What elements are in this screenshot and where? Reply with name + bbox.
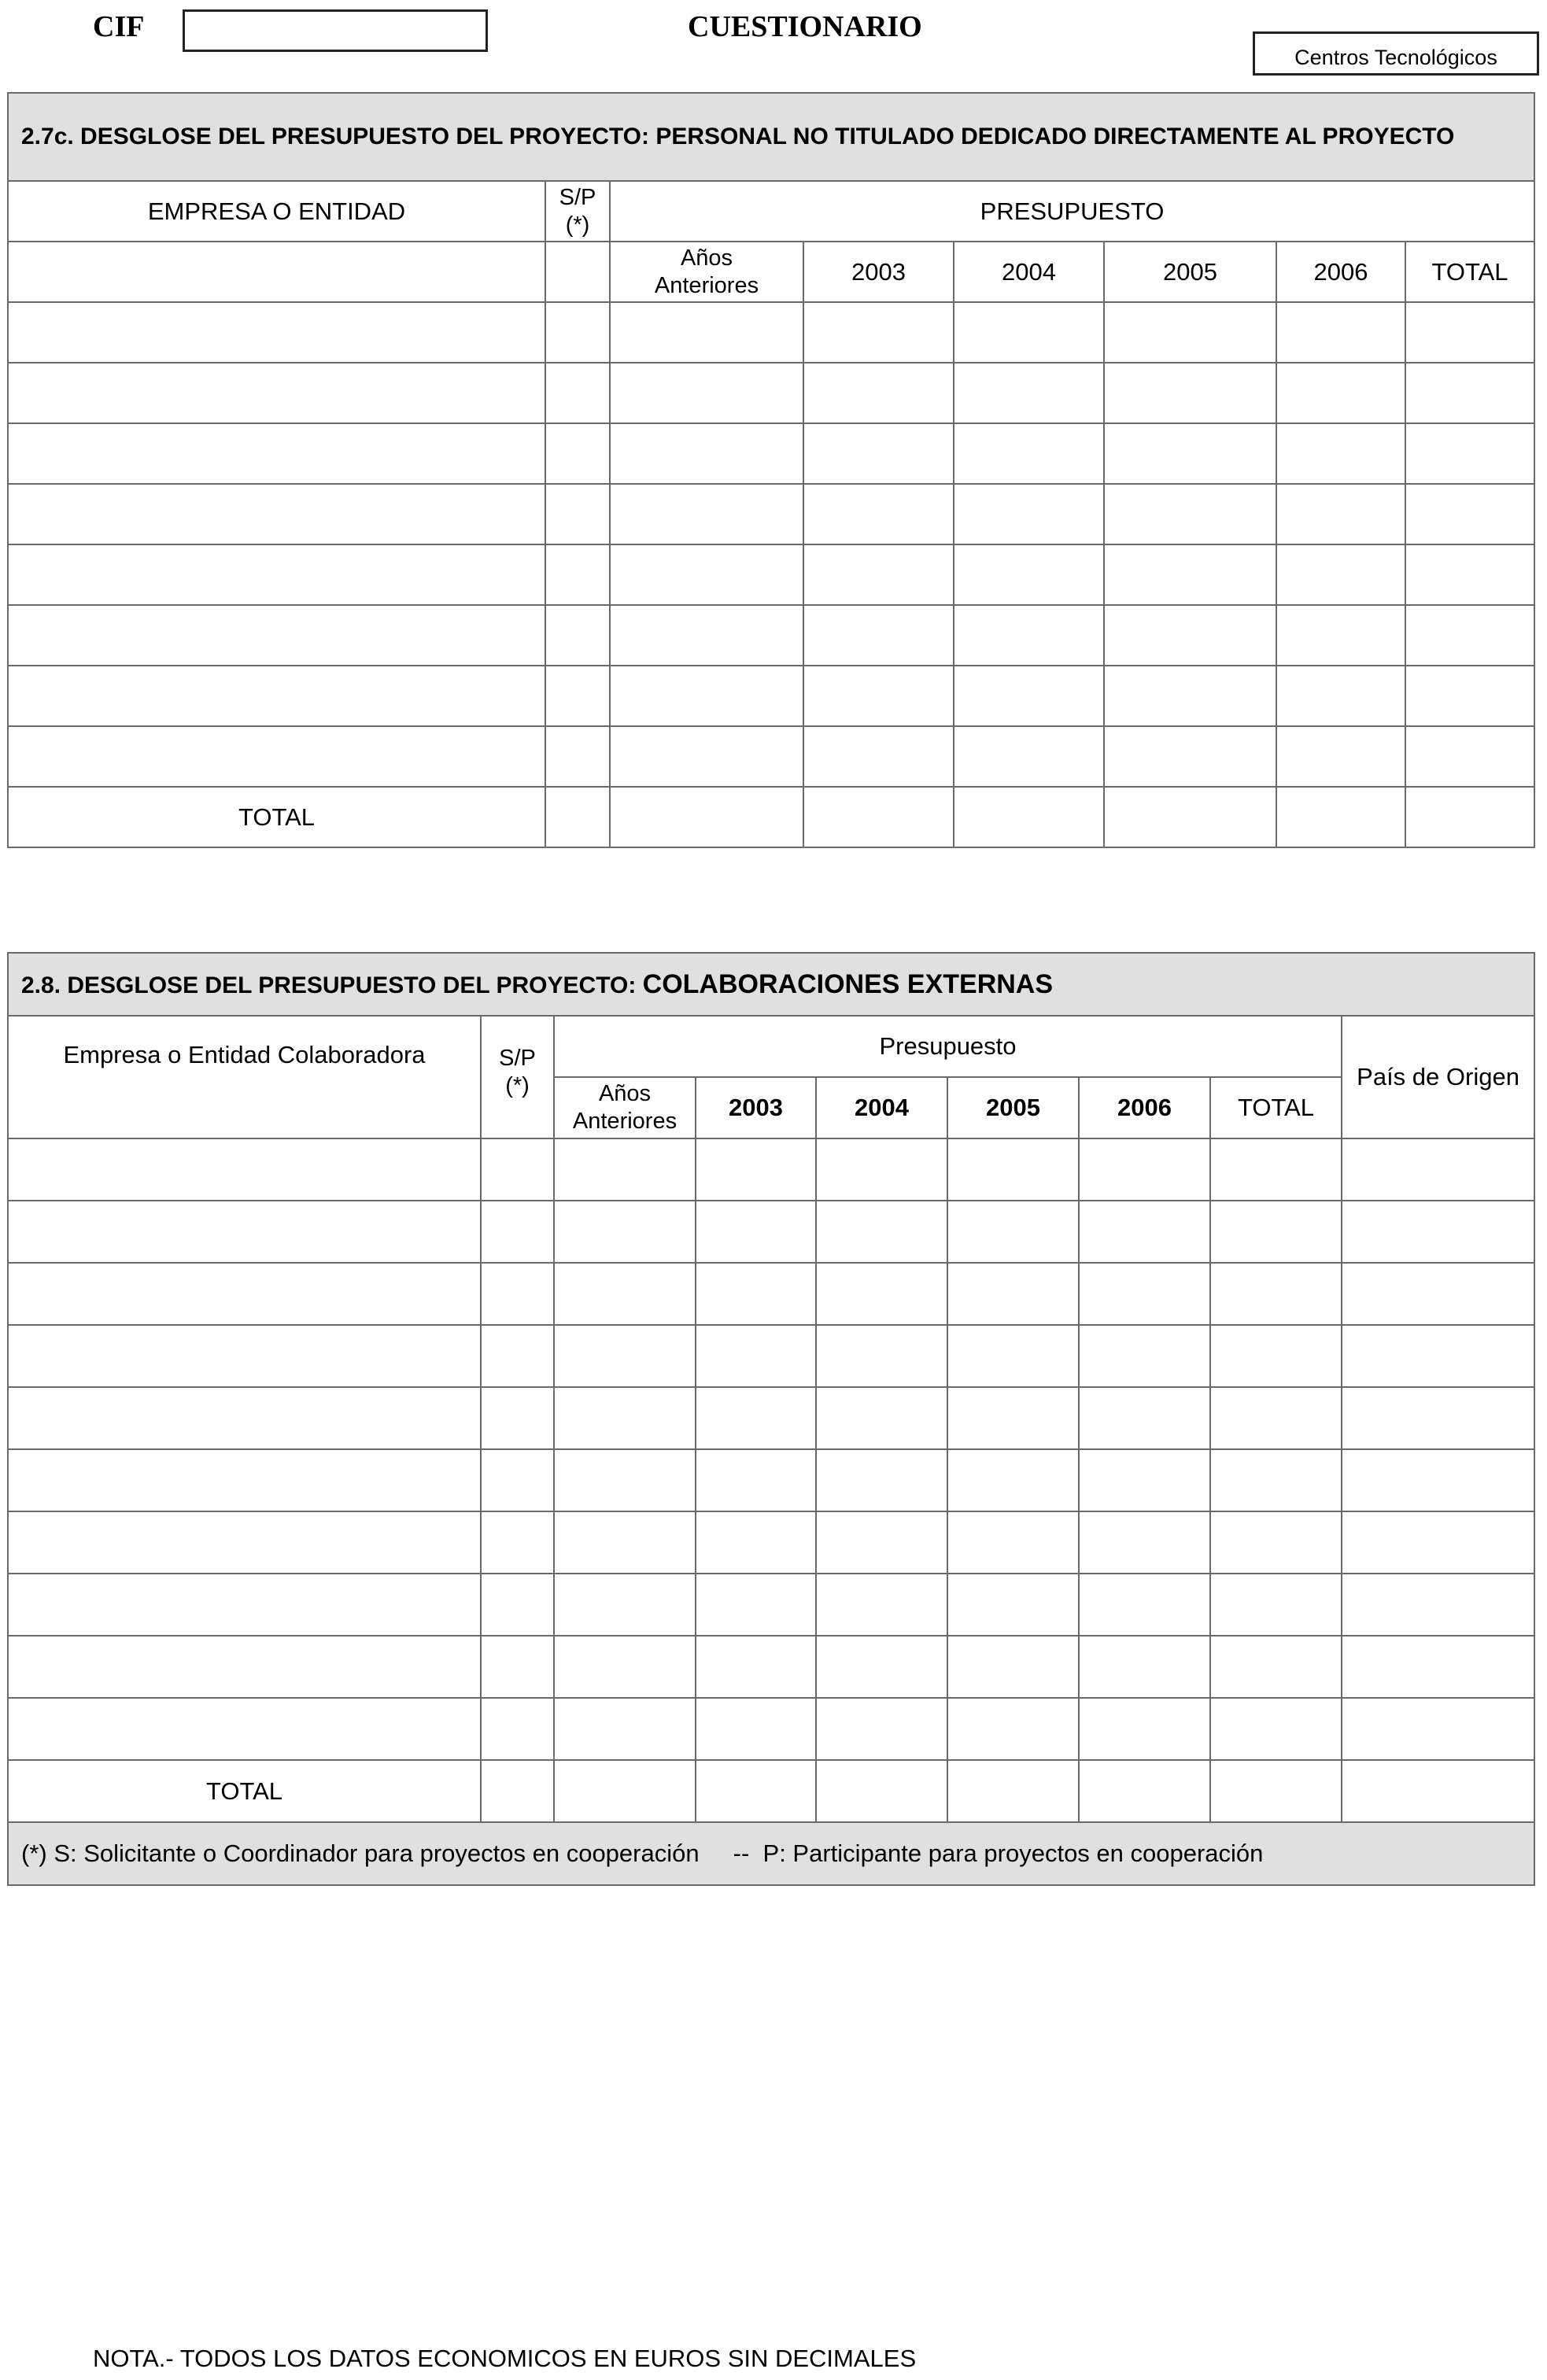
table-cell[interactable] bbox=[1342, 1636, 1534, 1698]
table-row bbox=[8, 1263, 1534, 1325]
table-cell[interactable] bbox=[1342, 1263, 1534, 1325]
table-cell[interactable] bbox=[816, 1574, 947, 1636]
section-title-emphasis: COLABORACIONES EXTERNAS bbox=[642, 969, 1054, 999]
table-cell[interactable] bbox=[554, 1760, 696, 1822]
col-header-year: 2003 bbox=[696, 1077, 816, 1138]
table-cell[interactable] bbox=[1210, 1574, 1342, 1636]
table-cell[interactable] bbox=[1210, 1325, 1342, 1387]
table-cell[interactable] bbox=[816, 1387, 947, 1449]
table-cell[interactable] bbox=[816, 1636, 947, 1698]
table-row bbox=[8, 1511, 1534, 1574]
table-cell[interactable] bbox=[554, 1201, 696, 1263]
table-cell[interactable] bbox=[481, 1201, 554, 1263]
cif-label: CIF bbox=[93, 10, 145, 43]
table-cell[interactable] bbox=[1210, 1387, 1342, 1449]
table-cell[interactable] bbox=[1342, 1449, 1534, 1511]
col-header-sp: S/P (*) bbox=[481, 1016, 554, 1138]
table-cell[interactable] bbox=[1276, 484, 1405, 544]
col-header-empresa: Empresa o Entidad Colaboradora bbox=[8, 1016, 481, 1138]
table-cell[interactable] bbox=[554, 1698, 696, 1760]
table-cell[interactable] bbox=[1079, 1325, 1210, 1387]
table-cell[interactable] bbox=[947, 1138, 1079, 1201]
table-cell[interactable] bbox=[545, 787, 610, 847]
table-cell[interactable] bbox=[803, 302, 954, 363]
table-cell[interactable] bbox=[803, 423, 954, 484]
table-cell[interactable] bbox=[545, 484, 610, 544]
page-title: CUESTIONARIO bbox=[688, 10, 922, 43]
table-row bbox=[8, 726, 1534, 787]
table-row bbox=[8, 605, 1534, 666]
col-header-anios: Años Anteriores bbox=[610, 242, 803, 302]
table-cell[interactable] bbox=[696, 1698, 816, 1760]
table-cell[interactable] bbox=[954, 423, 1104, 484]
table-cell[interactable] bbox=[947, 1636, 1079, 1698]
table-cell[interactable] bbox=[8, 423, 545, 484]
table-cell[interactable] bbox=[8, 726, 545, 787]
col-header-empresa: EMPRESA O ENTIDAD bbox=[8, 181, 545, 242]
table-cell[interactable] bbox=[1104, 666, 1276, 726]
table-cell[interactable] bbox=[696, 1387, 816, 1449]
table-cell[interactable] bbox=[947, 1760, 1079, 1822]
table-cell[interactable] bbox=[1342, 1387, 1534, 1449]
table-cell[interactable] bbox=[1104, 484, 1276, 544]
table-cell[interactable] bbox=[1104, 544, 1276, 605]
table-cell[interactable] bbox=[8, 605, 545, 666]
col-header-sp: S/P (*) bbox=[545, 181, 610, 242]
table-cell[interactable] bbox=[954, 726, 1104, 787]
blank-header-cell bbox=[545, 242, 610, 302]
table-row bbox=[8, 1636, 1534, 1698]
table-cell[interactable] bbox=[8, 1325, 481, 1387]
table-cell[interactable] bbox=[8, 302, 545, 363]
table-cell[interactable] bbox=[816, 1760, 947, 1822]
table-cell[interactable] bbox=[8, 544, 545, 605]
table-cell[interactable] bbox=[1405, 484, 1534, 544]
table-row bbox=[8, 423, 1534, 484]
table-cell[interactable] bbox=[554, 1574, 696, 1636]
table-cell[interactable] bbox=[8, 1636, 481, 1698]
table-cell[interactable] bbox=[947, 1449, 1079, 1511]
table-cell[interactable] bbox=[481, 1138, 554, 1201]
table-cell[interactable] bbox=[1342, 1574, 1534, 1636]
category-label: Centros Tecnológicos bbox=[1294, 46, 1497, 69]
col-header-total: TOTAL bbox=[1210, 1077, 1342, 1138]
table-cell[interactable] bbox=[1079, 1263, 1210, 1325]
table-cell[interactable] bbox=[803, 605, 954, 666]
total-row-label: TOTAL bbox=[8, 787, 545, 847]
table-cell[interactable] bbox=[545, 726, 610, 787]
table-cell[interactable] bbox=[1104, 787, 1276, 847]
table-cell[interactable] bbox=[8, 1449, 481, 1511]
table-cell[interactable] bbox=[554, 1449, 696, 1511]
table-cell[interactable] bbox=[816, 1263, 947, 1325]
rows-colaboraciones bbox=[8, 1138, 1534, 1760]
table-cell[interactable] bbox=[1405, 423, 1534, 484]
table-cell[interactable] bbox=[803, 484, 954, 544]
table-cell[interactable] bbox=[947, 1263, 1079, 1325]
table-cell[interactable] bbox=[1079, 1449, 1210, 1511]
table-colaboraciones-externas bbox=[7, 952, 1535, 1886]
table-cell[interactable] bbox=[610, 363, 803, 423]
blank-header-cell bbox=[8, 242, 545, 302]
col-header-anios: Años Anteriores bbox=[554, 1077, 696, 1138]
table-cell[interactable] bbox=[610, 666, 803, 726]
table-cell[interactable] bbox=[481, 1574, 554, 1636]
table-cell[interactable] bbox=[1276, 544, 1405, 605]
col-header-year: 2005 bbox=[1104, 242, 1276, 302]
table-cell[interactable] bbox=[1079, 1201, 1210, 1263]
table-cell[interactable] bbox=[696, 1636, 816, 1698]
table-cell[interactable] bbox=[954, 484, 1104, 544]
table-cell[interactable] bbox=[954, 544, 1104, 605]
table-cell[interactable] bbox=[816, 1325, 947, 1387]
table-cell[interactable] bbox=[1079, 1574, 1210, 1636]
table-cell[interactable] bbox=[696, 1449, 816, 1511]
section-title bbox=[8, 953, 1534, 1016]
col-header-year: 2004 bbox=[816, 1077, 947, 1138]
table-cell[interactable] bbox=[1210, 1201, 1342, 1263]
table-cell[interactable] bbox=[1342, 1511, 1534, 1574]
table-row bbox=[8, 302, 1534, 363]
table-row bbox=[8, 544, 1534, 605]
table-cell[interactable] bbox=[816, 1201, 947, 1263]
table-cell[interactable] bbox=[696, 1263, 816, 1325]
table-cell[interactable] bbox=[803, 544, 954, 605]
table-cell[interactable] bbox=[696, 1574, 816, 1636]
table-cell[interactable] bbox=[554, 1138, 696, 1201]
rows-personal bbox=[8, 302, 1534, 787]
table-cell[interactable] bbox=[8, 1574, 481, 1636]
table-cell[interactable] bbox=[696, 1511, 816, 1574]
section-title-prefix: 2.8. DESGLOSE DEL PRESUPUESTO DEL PROYECTO: bbox=[21, 972, 637, 998]
table-cell[interactable] bbox=[1405, 544, 1534, 605]
table-cell[interactable] bbox=[696, 1138, 816, 1201]
cif-input-box[interactable] bbox=[183, 9, 488, 52]
footnote: (*) S: Solicitante o Coordinador para proyectos en cooperación -- P: Participante para proyectos en cooperación bbox=[8, 1822, 1534, 1885]
table-cell[interactable] bbox=[1210, 1636, 1342, 1698]
table-cell[interactable] bbox=[1210, 1760, 1342, 1822]
table-cell[interactable] bbox=[8, 484, 545, 544]
table-row bbox=[8, 1387, 1534, 1449]
table-cell[interactable] bbox=[481, 1760, 554, 1822]
table-cell[interactable] bbox=[8, 1511, 481, 1574]
table-cell[interactable] bbox=[1079, 1138, 1210, 1201]
table-cell[interactable] bbox=[545, 544, 610, 605]
table-cell[interactable] bbox=[1104, 726, 1276, 787]
table-cell[interactable] bbox=[1276, 666, 1405, 726]
table-cell[interactable] bbox=[8, 1138, 481, 1201]
table-cell[interactable] bbox=[816, 1449, 947, 1511]
table-cell[interactable] bbox=[696, 1760, 816, 1822]
table-cell[interactable] bbox=[1079, 1760, 1210, 1822]
table-cell[interactable] bbox=[8, 1387, 481, 1449]
table-cell[interactable] bbox=[1210, 1698, 1342, 1760]
table-cell[interactable] bbox=[481, 1263, 554, 1325]
table-cell[interactable] bbox=[545, 363, 610, 423]
table-cell[interactable] bbox=[481, 1511, 554, 1574]
table-row bbox=[8, 1574, 1534, 1636]
table-cell[interactable] bbox=[954, 666, 1104, 726]
table-row bbox=[8, 1449, 1534, 1511]
table-cell[interactable] bbox=[954, 363, 1104, 423]
table-cell[interactable] bbox=[554, 1263, 696, 1325]
table-cell[interactable] bbox=[816, 1698, 947, 1760]
table-cell[interactable] bbox=[1210, 1449, 1342, 1511]
table-row bbox=[8, 1201, 1534, 1263]
table-cell[interactable] bbox=[947, 1325, 1079, 1387]
table-cell[interactable] bbox=[803, 787, 954, 847]
col-header-year: 2006 bbox=[1276, 242, 1405, 302]
table-cell[interactable] bbox=[1079, 1698, 1210, 1760]
col-header-year: 2006 bbox=[1079, 1077, 1210, 1138]
table-cell[interactable] bbox=[1405, 363, 1534, 423]
table-cell[interactable] bbox=[545, 666, 610, 726]
table-cell[interactable] bbox=[610, 726, 803, 787]
table-cell[interactable] bbox=[1405, 726, 1534, 787]
table-cell[interactable] bbox=[481, 1636, 554, 1698]
table-cell[interactable] bbox=[8, 1263, 481, 1325]
table-cell[interactable] bbox=[947, 1574, 1079, 1636]
table-cell[interactable] bbox=[554, 1387, 696, 1449]
table-row bbox=[8, 666, 1534, 726]
table-cell[interactable] bbox=[554, 1325, 696, 1387]
table-cell[interactable] bbox=[803, 726, 954, 787]
col-header-year: 2004 bbox=[954, 242, 1104, 302]
table-cell[interactable] bbox=[8, 1201, 481, 1263]
table-cell[interactable] bbox=[1079, 1636, 1210, 1698]
section-title: 2.7c. DESGLOSE DEL PRESUPUESTO DEL PROYECTO: PERSONAL NO TITULADO DEDICADO DIRECTAMENTE AL PROYECTO bbox=[8, 93, 1534, 181]
table-cell[interactable] bbox=[803, 363, 954, 423]
table-row bbox=[8, 1325, 1534, 1387]
table-cell[interactable] bbox=[481, 1325, 554, 1387]
table-cell[interactable] bbox=[816, 1511, 947, 1574]
col-header-year: 2005 bbox=[947, 1077, 1079, 1138]
table-personal-no-titulado bbox=[7, 92, 1535, 848]
nota-text: NOTA.- TODOS LOS DATOS ECONOMICOS EN EUROS SIN DECIMALES bbox=[93, 2345, 917, 2372]
col-header-pais: País de Origen bbox=[1342, 1016, 1534, 1138]
table-cell[interactable] bbox=[1276, 423, 1405, 484]
table-cell[interactable] bbox=[481, 1449, 554, 1511]
table-cell[interactable] bbox=[1405, 666, 1534, 726]
table-cell[interactable] bbox=[954, 302, 1104, 363]
col-header-presupuesto: Presupuesto bbox=[554, 1016, 1342, 1077]
table-cell[interactable] bbox=[1104, 363, 1276, 423]
category-box bbox=[1253, 31, 1539, 76]
table-cell[interactable] bbox=[610, 302, 803, 363]
col-header-presupuesto: PRESUPUESTO bbox=[610, 181, 1534, 242]
table-row bbox=[8, 1138, 1534, 1201]
table-cell[interactable] bbox=[610, 787, 803, 847]
table-cell[interactable] bbox=[1405, 787, 1534, 847]
table-cell[interactable] bbox=[1276, 302, 1405, 363]
table-cell[interactable] bbox=[696, 1325, 816, 1387]
table-cell[interactable] bbox=[1276, 726, 1405, 787]
table-row bbox=[8, 1698, 1534, 1760]
table-cell[interactable] bbox=[1276, 363, 1405, 423]
table-row bbox=[8, 363, 1534, 423]
table-cell[interactable] bbox=[1104, 302, 1276, 363]
col-header-total: TOTAL bbox=[1405, 242, 1534, 302]
table-cell[interactable] bbox=[803, 666, 954, 726]
table-cell[interactable] bbox=[816, 1138, 947, 1201]
col-header-year: 2003 bbox=[803, 242, 954, 302]
table-cell[interactable] bbox=[545, 302, 610, 363]
table-cell[interactable] bbox=[1276, 787, 1405, 847]
table-cell[interactable] bbox=[1342, 1138, 1534, 1201]
table-cell[interactable] bbox=[610, 544, 803, 605]
table-cell[interactable] bbox=[1342, 1325, 1534, 1387]
table-cell[interactable] bbox=[545, 605, 610, 666]
total-row-label: TOTAL bbox=[8, 1760, 481, 1822]
table-cell[interactable] bbox=[1342, 1201, 1534, 1263]
table-cell[interactable] bbox=[954, 787, 1104, 847]
table-cell[interactable] bbox=[1104, 605, 1276, 666]
table-cell[interactable] bbox=[1405, 302, 1534, 363]
table-cell[interactable] bbox=[1342, 1698, 1534, 1760]
table-cell[interactable] bbox=[8, 363, 545, 423]
table-cell[interactable] bbox=[610, 423, 803, 484]
table-cell[interactable] bbox=[610, 484, 803, 544]
table-cell[interactable] bbox=[947, 1511, 1079, 1574]
table-cell[interactable] bbox=[947, 1201, 1079, 1263]
table-cell[interactable] bbox=[1079, 1511, 1210, 1574]
table-cell[interactable] bbox=[1342, 1760, 1534, 1822]
table-cell[interactable] bbox=[696, 1201, 816, 1263]
table-cell[interactable] bbox=[1276, 605, 1405, 666]
table-cell[interactable] bbox=[481, 1387, 554, 1449]
table-row bbox=[8, 484, 1534, 544]
table-cell[interactable] bbox=[947, 1698, 1079, 1760]
table-cell[interactable] bbox=[610, 605, 803, 666]
table-cell[interactable] bbox=[545, 423, 610, 484]
table-cell[interactable] bbox=[554, 1511, 696, 1574]
table-cell[interactable] bbox=[8, 1698, 481, 1760]
table-cell[interactable] bbox=[481, 1698, 554, 1760]
table-cell[interactable] bbox=[8, 666, 545, 726]
table-cell[interactable] bbox=[1079, 1387, 1210, 1449]
table-cell[interactable] bbox=[554, 1636, 696, 1698]
table-cell[interactable] bbox=[1210, 1511, 1342, 1574]
table-cell[interactable] bbox=[947, 1387, 1079, 1449]
table-cell[interactable] bbox=[1405, 605, 1534, 666]
table-cell[interactable] bbox=[1104, 423, 1276, 484]
table-cell[interactable] bbox=[954, 605, 1104, 666]
table-cell[interactable] bbox=[1210, 1263, 1342, 1325]
table-cell[interactable] bbox=[1210, 1138, 1342, 1201]
